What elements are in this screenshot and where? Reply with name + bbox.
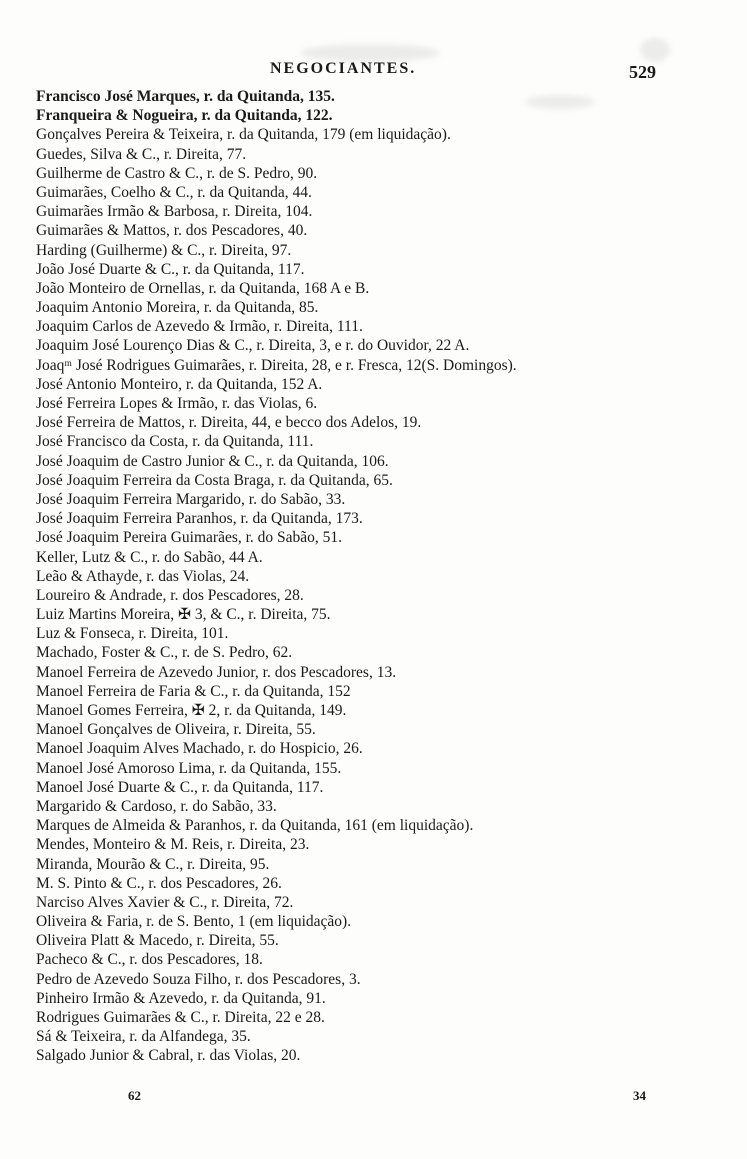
list-item: Margarido & Cardoso, r. do Sabão, 33.	[36, 797, 277, 815]
list-item: José Francisco da Costa, r. da Quitanda, 111.	[36, 433, 314, 451]
page-title: NEGOCIANTES.	[270, 60, 417, 77]
list-item: José Antonio Monteiro, r. da Quitanda, 152 A.	[36, 375, 323, 393]
list-item: Gonçalves Pereira & Teixeira, r. da Quitanda, 179 (em liquidação).	[36, 126, 451, 144]
list-item: Machado, Foster & C., r. de S. Pedro, 62.	[36, 644, 293, 662]
list-item: Francisco José Marques, r. da Quitanda, 135.	[36, 88, 335, 105]
list-item: João José Duarte & C., r. da Quitanda, 117.	[36, 260, 305, 278]
list-item: Manoel Ferreira de Faria & C., r. da Quitanda, 152	[36, 682, 351, 700]
list-item: Joaquim Antonio Moreira, r. da Quitanda, 85.	[36, 299, 319, 317]
list-item: Miranda, Mourão & C., r. Direita, 95.	[36, 855, 270, 873]
list-item: Guimarães & Mattos, r. dos Pescadores, 40.	[36, 222, 308, 240]
list-item: Loureiro & Andrade, r. dos Pescadores, 28.	[36, 586, 304, 604]
list-item: José Joaquim Pereira Guimarães, r. do Sabão, 51.	[36, 529, 343, 547]
list-item: Luiz Martins Moreira, ✠ 3, & C., r. Direita, 75.	[36, 606, 331, 624]
list-item: José Joaquim Ferreira Paranhos, r. da Quitanda, 173.	[36, 510, 363, 528]
page-number: 529	[629, 62, 656, 82]
merchant-list	[36, 87, 726, 1066]
list-item: Manoel Ferreira de Azevedo Junior, r. dos Pescadores, 13.	[36, 663, 397, 681]
list-item: Guilherme de Castro & C., r. de S. Pedro, 90.	[36, 164, 318, 182]
list-item: Leão & Athayde, r. das Violas, 24.	[36, 567, 250, 585]
list-item: José Joaquim Ferreira da Costa Braga, r. da Quitanda, 65.	[36, 471, 393, 489]
list-item: Joaquim Carlos de Azevedo & Irmão, r. Direita, 111.	[36, 318, 363, 336]
list-item: Guimarães Irmão & Barbosa, r. Direita, 104.	[36, 203, 313, 221]
list-item: Manoel Gonçalves de Oliveira, r. Direita, 55.	[36, 721, 316, 739]
signature-mark-right: 34	[633, 1088, 646, 1103]
list-item: José Joaquim Ferreira Margarido, r. do Sabão, 33.	[36, 490, 346, 508]
list-item: Joaqᵐ José Rodrigues Guimarães, r. Direita, 28, e r. Fresca, 12(S. Domingos).	[36, 356, 517, 374]
list-item: Harding (Guilherme) & C., r. Direita, 97.	[36, 241, 292, 259]
list-item: Oliveira & Faria, r. de S. Bento, 1 (em liquidação).	[36, 913, 352, 931]
list-item: Franqueira & Nogueira, r. da Quitanda, 122.	[36, 107, 333, 125]
list-item: Pinheiro Irmão & Azevedo, r. da Quitanda, 91.	[36, 989, 326, 1007]
list-item: Oliveira Platt & Macedo, r. Direita, 55.	[36, 932, 279, 950]
list-item: Rodrigues Guimarães & C., r. Direita, 22 e 28.	[36, 1009, 325, 1026]
list-item: João Monteiro de Ornellas, r. da Quitanda, 168 A e B.	[36, 279, 370, 297]
list-item: Marques de Almeida & Paranhos, r. da Quitanda, 161 (em liquidação).	[36, 817, 474, 835]
list-item: M. S. Pinto & C., r. dos Pescadores, 26.	[36, 874, 282, 892]
list-item: Manoel Gomes Ferreira, ✠ 2, r. da Quitanda, 149.	[36, 702, 347, 719]
list-item: Sá & Teixeira, r. da Alfandega, 35.	[36, 1028, 251, 1046]
list-item: Guedes, Silva & C., r. Direita, 77.	[36, 145, 247, 163]
list-item: Narciso Alves Xavier & C., r. Direita, 72.	[36, 893, 294, 911]
list-item: Manoel José Amoroso Lima, r. da Quitanda, 155.	[36, 759, 342, 777]
list-item: Luz & Fonseca, r. Direita, 101.	[36, 625, 229, 643]
list-item: Joaquim José Lourenço Dias & C., r. Direita, 3, e r. do Ouvidor, 22 A.	[36, 337, 470, 355]
list-item: José Ferreira Lopes & Irmão, r. das Violas, 6.	[36, 395, 318, 412]
list-item: Keller, Lutz & C., r. do Sabão, 44 A.	[36, 548, 263, 566]
list-item: José Joaquim de Castro Junior & C., r. da Quitanda, 106.	[36, 452, 389, 470]
list-item: Salgado Junior & Cabral, r. das Violas, 20.	[36, 1047, 301, 1065]
list-item: Mendes, Monteiro & M. Reis, r. Direita, 23.	[36, 836, 310, 854]
list-item: Guimarães, Coelho & C., r. da Quitanda, 44.	[36, 183, 312, 201]
list-item: Manoel Joaquim Alves Machado, r. do Hospicio, 26.	[36, 740, 363, 758]
list-item: José Ferreira de Mattos, r. Direita, 44, e becco dos Adelos, 19.	[36, 414, 422, 432]
ink-bleed-mark	[640, 38, 670, 62]
list-item: Pedro de Azevedo Souza Filho, r. dos Pescadores, 3.	[36, 970, 361, 988]
signature-mark-left: 62	[128, 1088, 141, 1103]
list-item: Pacheco & C., r. dos Pescadores, 18.	[36, 951, 263, 969]
list-item: Manoel José Duarte & C., r. da Quitanda, 117.	[36, 778, 324, 796]
